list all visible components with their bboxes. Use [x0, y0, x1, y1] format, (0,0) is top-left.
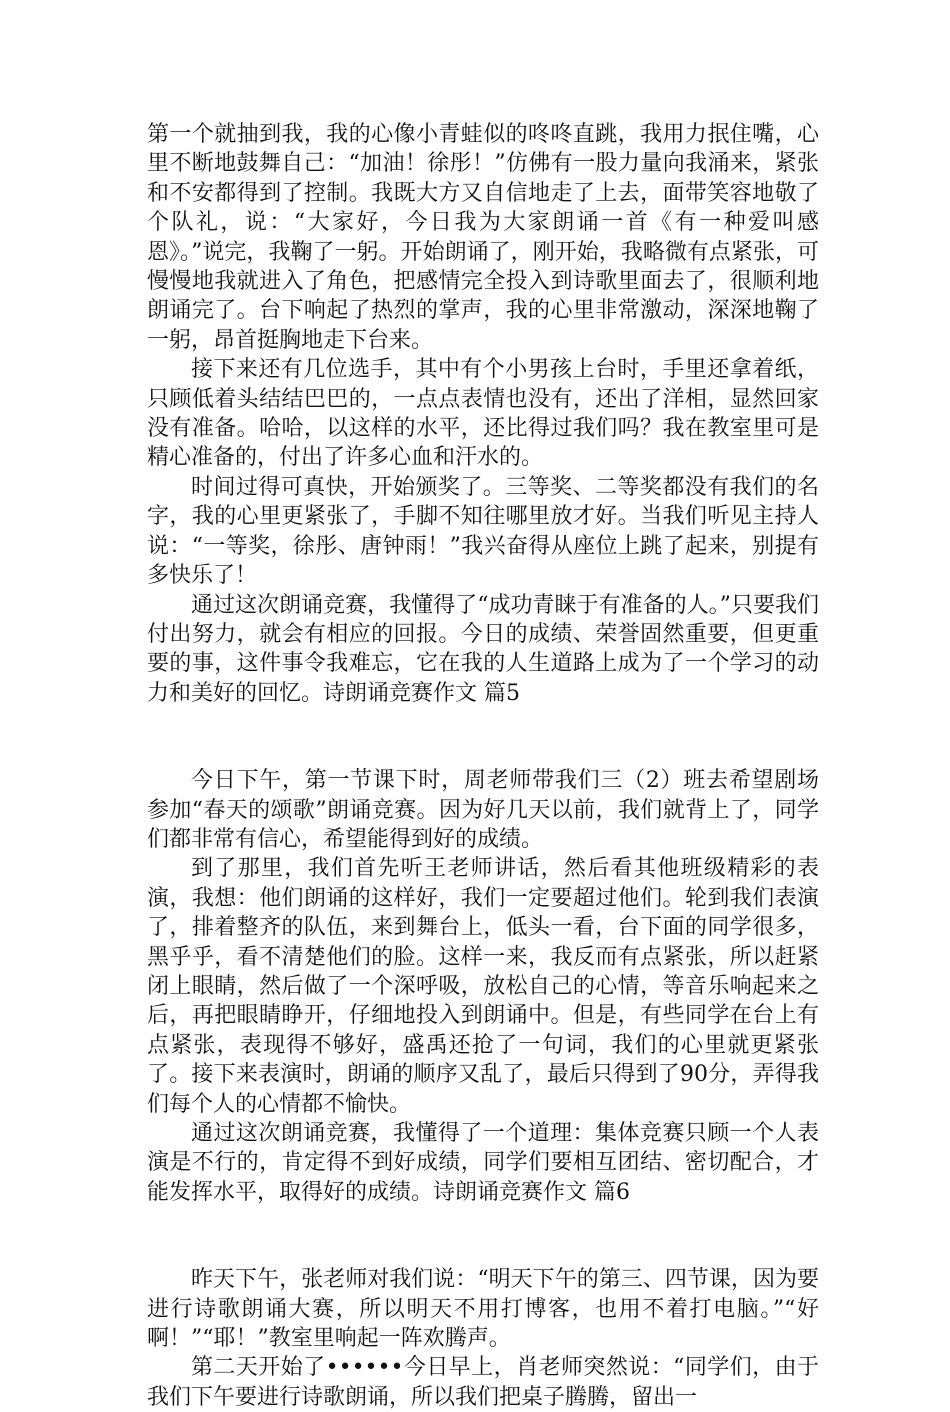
paragraph-2: 接下来还有几位选手，其中有个小男孩上台时，手里还拿着纸，只顾低着头结结巴巴的，一点点表情也没有，还出了洋相，显然回家没有准备。哈哈，以这样的水平，还比得过我们吗？我在教室里可是精心准备的，付出了许多心血和汗水的。 — [147, 357, 819, 471]
paragraph-4: 通过这次朗诵竞赛，我懂得了“成功青睐于有准备的人。”只要我们付出努力，就会有相应的回报。今日的成绩、荣誉固然重要，但更重要的事，这件事令我难忘，它在我的人生道路上成为了一个学习的动力和美好的回忆。诗朗诵竞赛作文 篇5 — [147, 592, 819, 706]
paragraph-5: 今日下午，第一节课下时，周老师带我们三（2）班去希望剧场参加“春天的颂歌”朗诵竞赛。因为好几天以前，我们就背上了，同学们都非常有信心，希望能得到好的成绩。 — [147, 768, 819, 852]
paragraph-8: 昨天下午，张老师对我们说：“明天下午的第三、四节课，因为要进行诗歌朗诵大赛，所以明天不用打博客，也用不着打电脑。”“好啊！”“耶！”教室里响起一阵欢腾声。 — [147, 1267, 819, 1352]
section-gap — [147, 1207, 819, 1265]
section-gap — [147, 708, 819, 766]
document-body — [147, 120, 819, 1412]
paragraph-1: 第一个就抽到我，我的心像小青蛙似的咚咚直跳，我用力抿住嘴，心里不断地鼓舞自己：“加油！徐彤！”仿佛有一股力量向我涌来，紧张和不安都得到了控制。我既大方又自信地走了上去，面带笑容地敬了个队礼，说：“大家好，今日我为大家朗诵一首《有一种爱叫感恩》。”说完，我鞠了一躬。开始朗诵了，刚开始，我略微有点紧张，可慢慢地我就进入了角色，把感情完全投入到诗歌里面去了，很顺利地朗诵完了。台下响起了热烈的掌声，我的心里非常激动，深深地鞠了一躬，昂首挺胸地走下台来。 — [147, 122, 819, 353]
paragraph-6: 到了那里，我们首先听王老师讲话，然后看其他班级精彩的表演，我想：他们朗诵的这样好，我们一定要超过他们。轮到我们表演了，排着整齐的队伍，来到舞台上，低头一看，台下面的同学很多，黑乎乎，看不清楚他们的脸。这样一来，我反而有点紧张，所以赶紧闭上眼睛，然后做了一个深呼吸，放松自己的心情，等音乐响起来之后，再把眼睛睁开，仔细地投入到朗诵中。但是，有些同学在台上有点紧张，表现得不够好，盛禹还抢了一句词，我们的心里就更紧张了。接下来表演时，朗诵的顺序又乱了，最后只得到了90分，弄得我们每个人的心情都不愉快。 — [147, 856, 819, 1117]
paragraph-3: 时间过得可真快，开始颁奖了。三等奖、二等奖都没有我们的名字，我的心里更紧张了，手脚不知往哪里放才好。当我们听见主持人说：“一等奖，徐彤、唐钟雨！”我兴奋得从座位上跳了起来，别提有多快乐了！ — [147, 474, 819, 589]
paragraph-9: 第二天开始了••••••今日早上，肖老师突然说：“同学们，由于我们下午要进行诗歌朗诵，所以我们把桌子腾腾，留出一 — [147, 1355, 819, 1410]
paragraph-7: 通过这次朗诵竞赛，我懂得了一个道理：集体竞赛只顾一个人表演是不行的，肯定得不到好成绩，同学们要相互团结、密切配合，才能发挥水平，取得好的成绩。诗朗诵竞赛作文 篇6 — [147, 1121, 819, 1205]
